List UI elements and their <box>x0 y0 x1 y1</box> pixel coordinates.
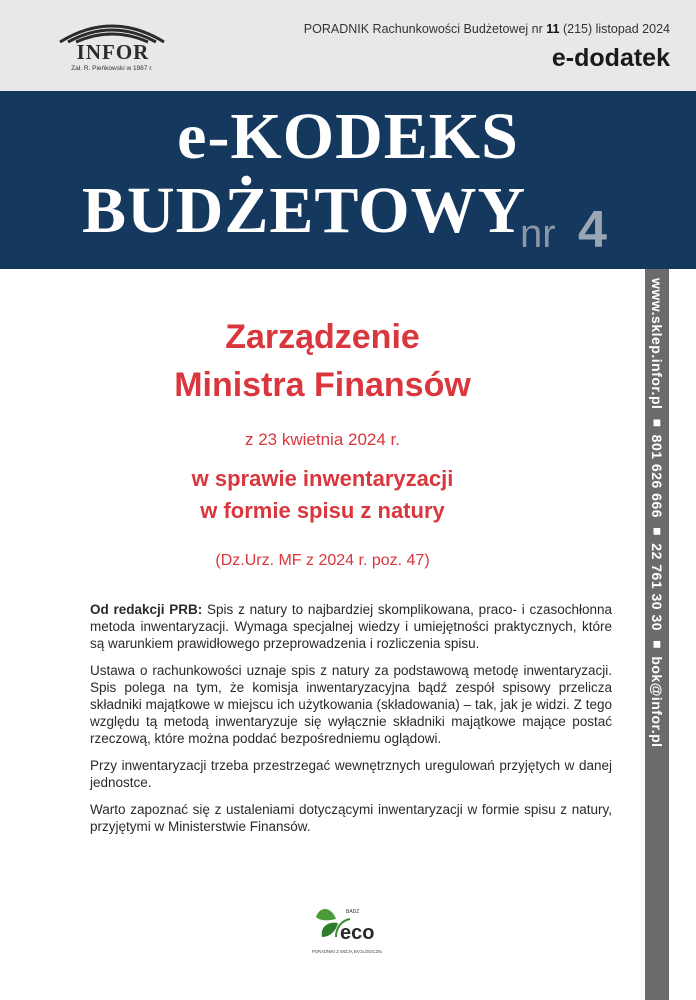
issue-number: 11 <box>546 22 560 36</box>
eco-small-top: BADŹ <box>346 909 360 915</box>
intro-paragraph-3: Przy inwentaryzacji trzeba przestrzegać wewnętrznych uregulowań przyjętych w danej jednostce. <box>90 758 612 790</box>
infor-logo <box>56 16 168 78</box>
intro-paragraph-2: Ustawa o rachunkowości uznaje spis z natury za podstawową metodę inwentaryzacji. Spis polega na tym, że komisja inwentaryzacyjna bądź zespół spisowy przelicza składniki majątkowe w miejscu ich użytkowania (składowania) – tak, jak je widzi. Z tego względu tą metodą inwentaryzuje się wyłącznie składniki majątkowe mające postać rzeczową, które można poddać bezpośredniemu oglądowi. <box>90 663 612 746</box>
intro-p1-text: Spis z natury to najbardziej skomplikowana, praco- i czasochłonna metoda inwentaryzacji. Wymaga specjalnej wiedzy i umiejętności praktycznych, które są warunkiem prawidłowego przeprowadzenia i rozliczenia spisu. <box>90 602 613 651</box>
issue-line <box>304 22 670 36</box>
banner-title-line1: e-KODEKS <box>177 100 519 173</box>
doc-subject-line1: w sprawie inwentaryzacji <box>191 466 454 491</box>
logo-wordmark: INFOR <box>76 40 150 64</box>
doc-title-line2: Ministra Finansów <box>174 366 471 404</box>
intro-text <box>90 601 612 845</box>
logo-founded-note: Zał. R. Pieńkowski w 1987 r. <box>71 65 153 72</box>
banner-title-line2: BUDŻETOWY <box>82 174 527 247</box>
banner-nr-value: 4 <box>578 201 607 259</box>
issue-details: (215) listopad 2024 <box>562 22 670 36</box>
edition-label: e-dodatek <box>551 44 670 72</box>
intro-lead: Od redakcji PRB: <box>90 602 203 617</box>
intro-paragraph-4: Warto zapoznać się z ustaleniami dotyczącymi inwentaryzacji w formie spisu z natury, przyjętymi w Ministerstwie Finansów. <box>90 802 612 834</box>
publication-name: PORADNIK Rachunkowości Budżetowej nr <box>303 22 543 36</box>
intro-paragraph-1 <box>90 601 612 652</box>
doc-date: z 23 kwietnia 2024 r. <box>245 430 400 449</box>
eco-logo <box>310 903 382 959</box>
doc-title-line1: Zarządzenie <box>225 318 420 356</box>
eco-leaf-icon <box>310 903 382 959</box>
contact-sidebar-text: www.sklep.infor.pl ■ 801 626 666 ■ 22 761 30 30 ■ bok@infor.pl <box>649 278 665 748</box>
eco-small-bottom: PORADNIKI Z WIZJĄ EKOLOGICZNĄ <box>312 949 382 954</box>
banner-nr-label: nr <box>520 212 556 256</box>
eco-word: eco <box>340 922 375 944</box>
doc-reference: (Dz.Urz. MF z 2024 r. poz. 47) <box>215 552 430 569</box>
doc-subject-line2: w formie spisu z natury <box>200 498 445 523</box>
